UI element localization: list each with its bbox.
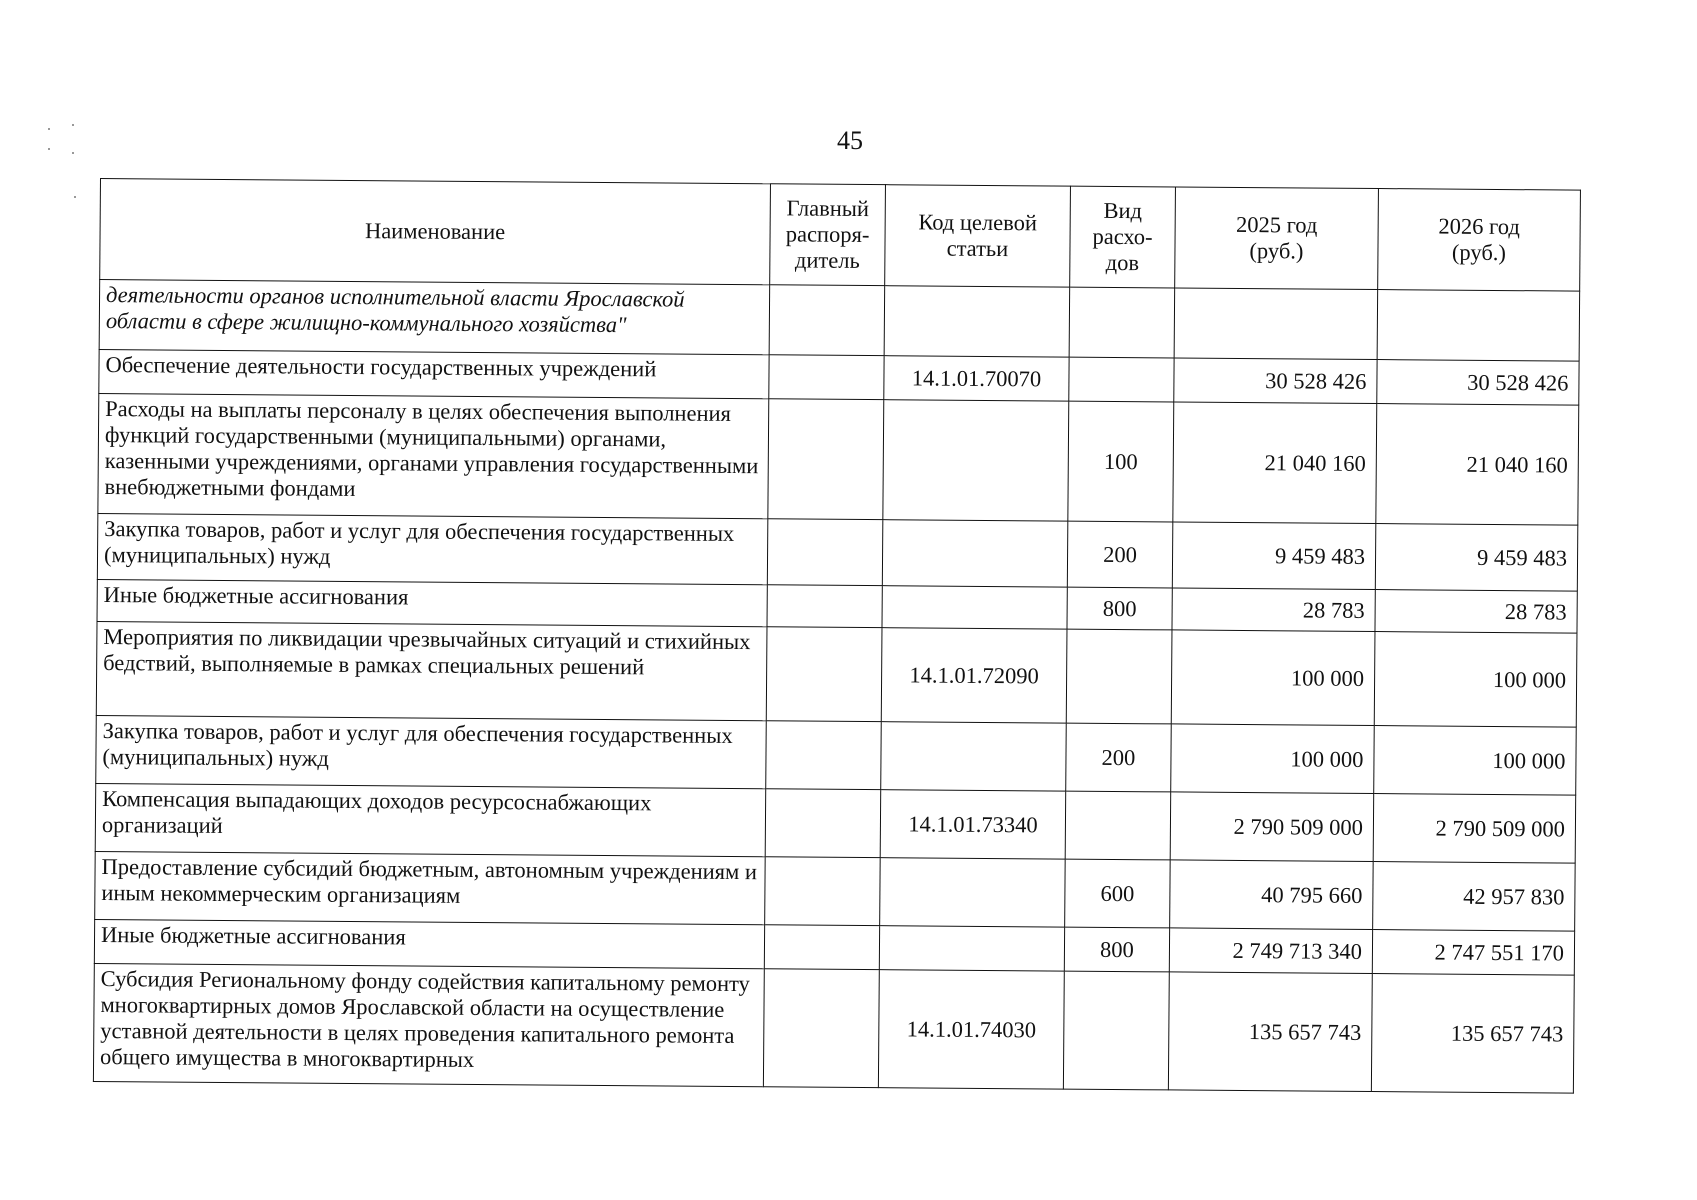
row-vid [1066,629,1172,724]
row-manager [764,925,879,970]
row-manager [766,721,882,790]
row-manager [767,585,882,628]
scan-speck [48,148,50,150]
row-vid [1069,287,1175,358]
header-vid-line: дов [1105,249,1140,276]
row-code [880,858,1066,927]
row-2025: 2 790 509 000 [1170,792,1374,862]
header-manager [770,184,886,286]
row-vid: 200 [1067,521,1173,588]
header-2025-line: 2025 год [1235,212,1318,238]
row-code: 14.1.01.73340 [880,790,1066,859]
row-code: 14.1.01.70070 [884,356,1069,401]
header-code-line: Код целевой [918,209,1038,236]
row-2026: 28 783 [1375,590,1577,634]
row-code [884,286,1070,357]
table-row [99,280,1580,362]
row-2025: 9 459 483 [1172,522,1376,590]
header-name: Наименование [100,179,771,285]
row-code [883,400,1069,521]
table-row [93,963,1574,1093]
page-number: 45 [837,126,863,155]
row-manager [769,355,884,400]
row-manager [763,969,879,1088]
header-vid [1070,186,1176,288]
row-name: Субсидия Региональному фонду содействия капитальному ремонту многоквартирных домов Ярославской области на осуществление уставной деятельности в целях проведения капитального ремонта общего имущества в многоквартирных [93,963,764,1086]
header-vid-line: расхо- [1092,223,1153,250]
row-name: Обеспечение деятельности государственных учреждений [99,349,769,398]
header-manager-line: распоря- [785,221,870,248]
row-name: Предоставление субсидий бюджетным, автономным учреждениям и иным некоммерческим организациям [95,851,766,924]
header-vid-line: Вид [1103,198,1143,224]
row-manager [765,789,881,858]
row-code: 14.1.01.72090 [881,628,1067,723]
row-name: Закупка товаров, работ и услуг для обеспечения государственных (муниципальных) нужд [96,715,767,788]
scan-speck [48,128,50,130]
header-manager-line: Главный [786,195,870,222]
row-2025: 30 528 426 [1174,358,1377,404]
row-manager [766,627,882,722]
table-row [95,783,1575,863]
row-2026: 42 957 830 [1373,862,1576,932]
table-header-row [100,179,1581,292]
row-2025: 100 000 [1171,630,1375,726]
row-2025: 100 000 [1171,724,1375,794]
row-name: Расходы на выплаты персоналу в целях обеспечения выполнения функций государственными (муниципальными) органами, казенными учреждениями, органами управления государственными внебюджетными фондами [98,393,769,518]
row-manager [768,399,884,520]
header-code-line: статьи [946,235,1009,262]
table-row [97,513,1577,591]
row-name: Закупка товаров, работ и услуг для обеспечения государственных (муниципальных) нужд [97,513,767,584]
header-2025-line: (руб.) [1249,238,1304,264]
table-row [95,851,1575,931]
row-vid [1063,971,1169,1090]
header-code [885,185,1071,287]
budget-table [93,178,1581,1094]
row-manager [765,857,881,926]
row-2026: 100 000 [1374,632,1577,728]
row-2026: 100 000 [1374,726,1577,796]
header-2026 [1378,189,1581,292]
row-manager [767,519,883,586]
row-vid: 600 [1065,859,1171,928]
header-2026-line: 2026 год [1438,213,1520,240]
header-2025 [1175,187,1379,290]
table-row [96,621,1577,727]
row-name: деятельности органов исполнительной власти Ярославской области в сфере жилищно-коммунального хозяйства" [99,280,770,355]
header-manager-line: дитель [794,247,860,273]
row-2026: 30 528 426 [1377,360,1579,406]
row-2025: 21 040 160 [1173,402,1377,524]
row-2026: 21 040 160 [1376,404,1579,526]
row-2025: 135 657 743 [1168,972,1372,1092]
row-2026: 135 657 743 [1371,974,1574,1094]
budget-table-wrapper [93,178,1580,1094]
row-code [882,586,1067,629]
scan-speck [74,196,76,198]
row-2025: 2 749 713 340 [1169,928,1372,974]
row-vid: 800 [1064,927,1169,972]
row-manager [769,285,885,356]
table-row [98,393,1579,525]
row-vid: 800 [1067,587,1172,630]
row-vid [1065,791,1171,860]
row-name: Компенсация выпадающих доходов ресурсоснабжающих организаций [95,783,766,856]
row-2025 [1174,288,1378,360]
scan-speck [72,124,74,126]
row-2026 [1377,290,1580,362]
row-name: Мероприятия по ликвидации чрезвычайных ситуаций и стихийных бедствий, выполняемые в рамках специальных решений [96,621,767,720]
row-2025: 28 783 [1172,588,1375,632]
scan-speck [72,152,74,154]
row-2025: 40 795 660 [1170,860,1374,930]
row-name: Иные бюджетные ассигнования [97,579,767,626]
table-row [96,715,1576,795]
header-2026-line: (руб.) [1451,239,1507,266]
row-2026: 2 747 551 170 [1372,930,1574,976]
row-vid [1069,357,1174,402]
row-code [879,926,1064,971]
row-code [882,520,1068,587]
row-name: Иные бюджетные ассигнования [94,919,764,968]
row-code: 14.1.01.74030 [878,970,1064,1089]
row-vid: 200 [1066,723,1172,792]
row-2026: 2 790 509 000 [1373,794,1576,864]
row-2026: 9 459 483 [1375,524,1578,592]
row-vid: 100 [1068,401,1174,522]
row-code [881,722,1067,791]
